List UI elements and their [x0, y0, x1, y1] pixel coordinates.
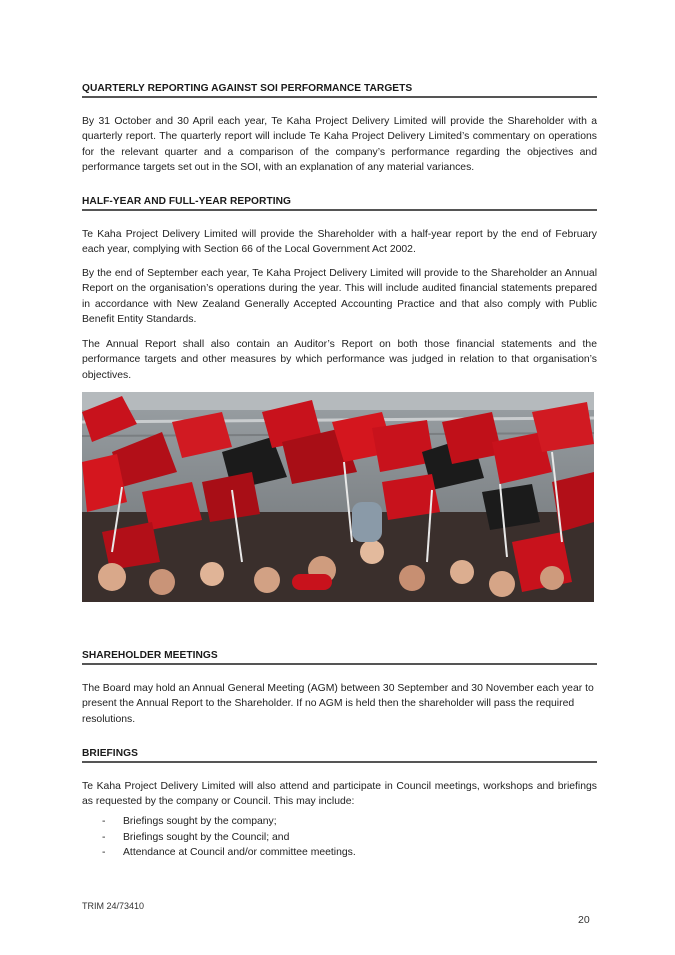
halfyear-paragraph-3: The Annual Report shall also contain an Auditor’s Report on both those financial statements and the performance targets and other measures by which performance was judged in relation to that organisation’s objectives. [82, 339, 597, 381]
quarterly-heading: QUARTERLY REPORTING AGAINST SOI PERFORMANCE TARGETS [82, 83, 597, 98]
list-item: - Briefings sought by the company; [102, 816, 277, 827]
briefings-list [82, 814, 597, 861]
quarterly-paragraph: By 31 October and 30 April each year, Te Kaha Project Delivery Limited will provide the Shareholder with a quarterly report. The quarterly report will include Te Kaha Project Delivery Limited’s commentary on operations for the relevant quarter and a comparison of the company’s performance regarding the objectives and performance targets set out in the SOI, with an explanation of any material variances. [82, 116, 597, 174]
halfyear-paragraph-2: By the end of September each year, Te Kaha Project Delivery Limited will provide to the Shareholder an Annual Report on the organisation’s operations during the year. This will include audited financial statements prepared in accordance with New Zealand Generally Accepted Accounting Practice and that also comply with Public Benefit Entity Standards. [82, 268, 597, 326]
page-number: 20 [578, 914, 590, 926]
meetings-heading: SHAREHOLDER MEETINGS [82, 650, 597, 665]
list-item: - Briefings sought by the Council; and [102, 831, 290, 843]
list-item: - Attendance at Council and/or committee meetings. [102, 847, 356, 859]
meetings-paragraph: The Board may hold an Annual General Meeting (AGM) between 30 September and 30 November each year to present the Annual Report to the Shareholder. If no AGM is held then the shareholder will pass the required resolutions. [82, 683, 594, 725]
halfyear-paragraph-1: Te Kaha Project Delivery Limited will provide the Shareholder with a half-year report by the end of February each year, complying with Section 66 of the Local Government Act 2002. [82, 229, 597, 256]
trim-reference: TRIM 24/73410 [82, 901, 145, 911]
briefings-paragraph: Te Kaha Project Delivery Limited will also attend and participate in Council meetings, workshops and briefings as requested by the company or Council. This may include: [82, 781, 597, 808]
crowd-photo [82, 392, 594, 602]
halfyear-heading: HALF-YEAR AND FULL-YEAR REPORTING [82, 196, 597, 211]
briefings-heading: BRIEFINGS [82, 748, 597, 763]
